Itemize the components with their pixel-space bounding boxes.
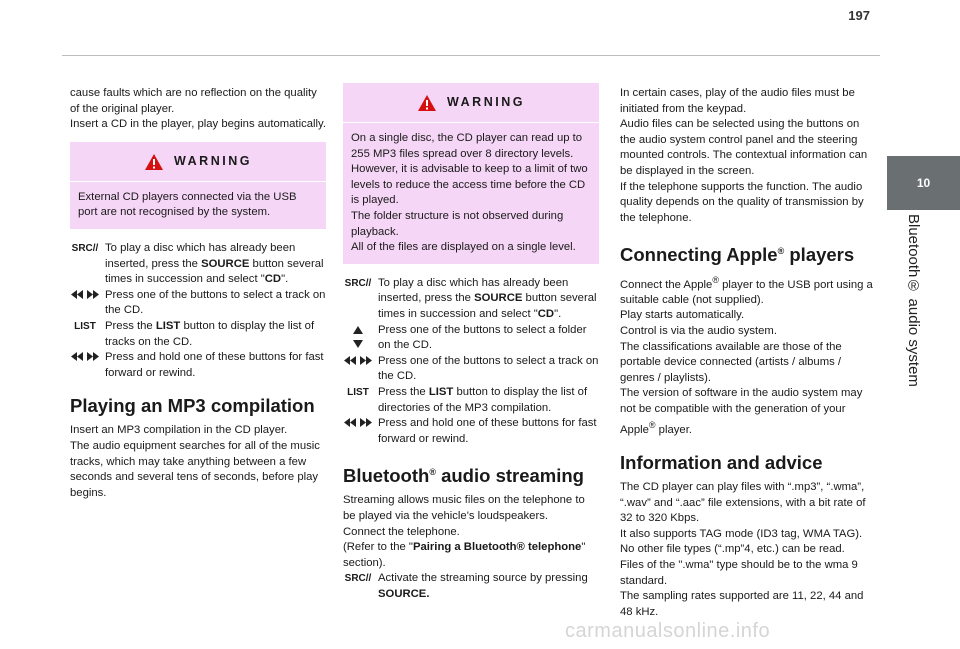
column-3 [620,86,878,620]
list-step: LIST Press the LIST button to display the list of tracks on the CD. [70,319,326,350]
hold-step: Press and hold one of these buttons for fast forward or rewind. [70,350,326,381]
paragraph: The CD player can play files with “.mp3”, “.wma”, “.wav” and “.aac” file extensions, with a bit rate of 32 to 320 Kbps. [620,480,866,525]
paragraph: Files of the ".wma" type should be to the wma 9 standard. [620,558,858,587]
section-heading: Connecting Apple® players [620,244,855,266]
src-button-icon: SRC// [344,277,372,289]
paragraph: The classifications available are those of the portable device connected (artists / albums / genres / playlists). [620,340,842,384]
warning-box [70,142,326,229]
warning-text: However, it is advisable to keep to a limit of two levels to reduce the access time before the CD is played. [351,163,588,207]
paragraph: Connect the telephone. [343,525,460,538]
warning-heading: WARNING [78,153,318,171]
section-title: Bluetooth® audio system [905,214,922,387]
watermark: carmanualsonline.info [565,620,771,642]
warning-text: All of the files are displayed on a single level. [351,241,576,254]
section-heading: Information and advice [620,451,823,473]
rewind-forward-icon [70,289,100,300]
paragraph: In certain cases, play of the audio files must be initiated from the keypad. [620,87,855,115]
warning-separator [70,181,326,182]
up-down-arrows-icon [343,324,373,350]
paragraph: Streaming allows music files on the telephone to be played via the vehicle's loudspeakers. [343,494,585,523]
paragraph: Insert a CD in the player, play begins automatically. [70,118,326,131]
column-2 [343,83,599,603]
warning-text: External CD players connected via the USB port are not recognised by the system. [78,190,297,219]
paragraph: Play starts automatically. [620,309,745,322]
rewind-forward-icon [343,355,373,366]
section-tab: 10 [887,156,960,210]
warning-triangle-icon [144,153,164,171]
select-track-step: Press one of the buttons to select a track on the CD. [70,288,326,319]
select-folder-step: Press one of the buttons to select a folder on the CD. [343,323,599,354]
paragraph: If the telephone supports the function. The audio quality depends on the quality of transmission by the telephone. [620,180,864,224]
warning-separator [343,122,599,123]
paragraph: Audio files can be selected using the buttons on the audio system control panel and the steering mounted controls. The contextual information can be displayed in the screen. [620,118,868,177]
section-heading: Bluetooth® audio streaming [343,465,584,487]
list-button-icon: LIST [347,386,369,398]
src-step: SRC// To play a disc which has already been inserted, press the SOURCE button several times in succession and select "CD". [344,276,597,320]
paragraph: Control is via the audio system. [620,325,777,338]
warning-box [343,83,599,264]
warning-text: On a single disc, the CD player can read up to 255 MP3 files spread over 8 directory levels. [351,132,583,160]
paragraph: (Refer to the "Pairing a Bluetooth® telephone" section). [343,541,586,569]
paragraph: cause faults which are no reflection on the quality of the original player. [70,87,317,115]
top-rule [62,55,880,56]
hold-step: Press and hold one of these buttons for fast forward or rewind. [343,416,599,447]
select-track-step: Press one of the buttons to select a track on the CD. [343,354,599,385]
paragraph: Connect the Apple® player to the USB port using a suitable cable (not supplied). [620,274,873,306]
src-button-icon: SRC// [344,573,372,585]
paragraph: It also supports TAG mode (ID3 tag, WMA TAG). [620,527,863,540]
column-1 [70,86,326,501]
page-number: 197 [848,8,870,23]
streaming-step: SRC// Activate the streaming source by pressing SOURCE. [344,572,588,600]
list-step: LIST Press the LIST button to display the list of directories of the MP3 compilation. [343,385,599,416]
paragraph: No other file types (“.mp”4, etc.) can be read. [620,543,845,556]
src-button-icon: SRC// [71,242,99,254]
section-heading: Playing an MP3 compilation [70,395,315,417]
rewind-forward-icon [343,417,373,428]
paragraph: The version of software in the audio system may not be compatible with the generation of your Apple® player. [620,387,863,436]
src-step: SRC// To play a disc which has already been inserted, press the SOURCE button several times in succession and select "CD". [71,241,324,286]
paragraph: Insert an MP3 compilation in the CD player. [70,424,288,437]
paragraph: The sampling rates supported are 11, 22, 44 and 48 kHz. [620,590,864,618]
warning-triangle-icon [417,94,437,112]
list-button-icon: LIST [74,320,96,332]
paragraph: The audio equipment searches for all of the music tracks, which may take anything between a few seconds and several tens of seconds, before play begins. [70,439,320,499]
rewind-forward-icon [70,351,100,362]
warning-heading: WARNING [351,94,591,112]
warning-text: The folder structure is not observed during playback. [351,209,564,238]
